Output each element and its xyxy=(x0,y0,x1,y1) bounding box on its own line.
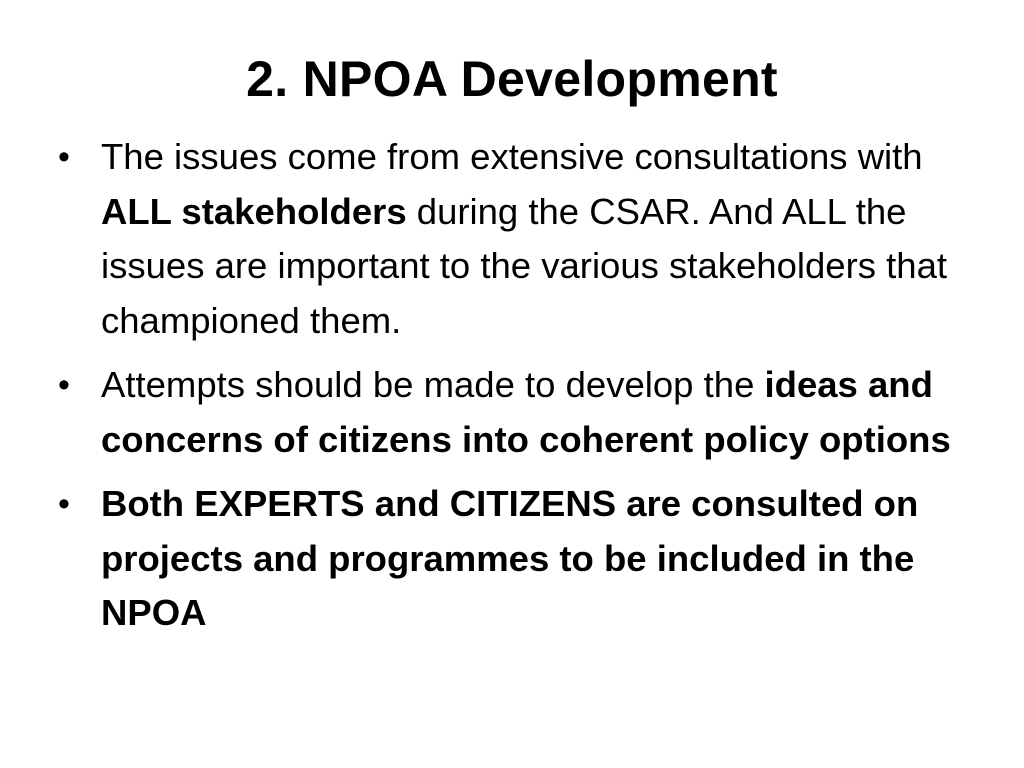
slide-title: 2. NPOA Development xyxy=(246,51,778,107)
bullet-item xyxy=(58,130,978,348)
bullet-list xyxy=(58,130,978,651)
bullet-text: The issues come from extensive consultations with xyxy=(101,136,923,177)
bullet-text: during the CSAR. And ALL the issues are important to the various stakeholders that championed them. xyxy=(101,190,948,341)
bullet-bold-text: Both EXPERTS and CITIZENS are consulted on projects and programmes to be included in the NPOA xyxy=(101,483,919,633)
bullet-text: Attempts should be made to develop the xyxy=(101,364,765,405)
bullet-icon: • xyxy=(58,485,70,523)
bullet-icon: • xyxy=(58,138,70,176)
bullet-bold-text: ideas and concerns of citizens into coherent policy options xyxy=(101,364,951,460)
bullet-bold-text: ALL stakeholders xyxy=(101,190,407,232)
bullet-item xyxy=(58,358,978,467)
bullet-icon: • xyxy=(58,366,70,404)
bullet-item xyxy=(58,477,978,641)
